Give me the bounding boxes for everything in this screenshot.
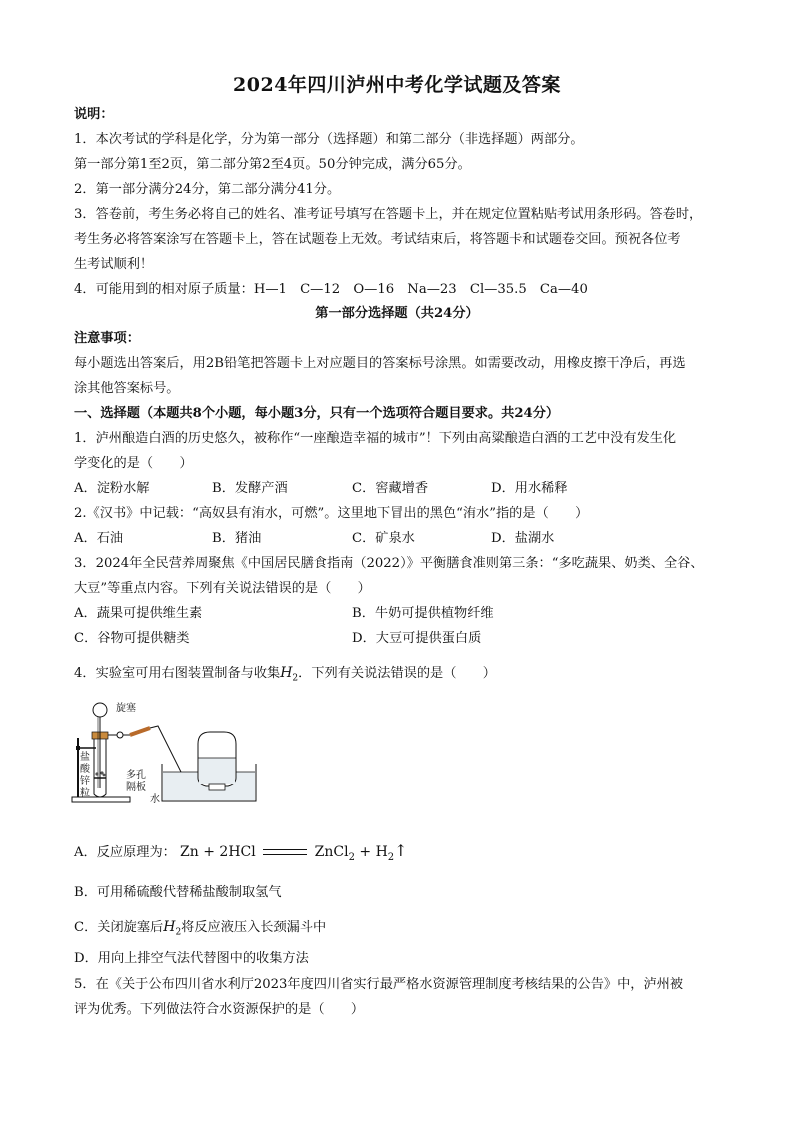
q5-stem-line-1: 5．在《关于公布四川省水利厅2023年度四川省实行最严格水资源管理制度考核结果的公告》中，泸州被 (74, 977, 684, 992)
q4-option-c (74, 918, 728, 942)
notes-heading: 注意事项： (74, 331, 140, 346)
long-neck-funnel (93, 703, 107, 717)
label-acid-2: 酸 (80, 764, 90, 775)
equation-sub-2: 2 (387, 851, 395, 863)
q1-option-a: A．淀粉水解 (74, 481, 150, 496)
q4-equation (180, 841, 408, 863)
label-water: 水 (150, 794, 160, 805)
intro-line-4b: 考生务必将答案涂写在答题卡上，答在试题卷上无效。考试结束后，将答题卡和试题卷交回。预祝各位考 (74, 232, 681, 247)
zinc-granule (95, 772, 98, 775)
q2-stem: 2.《汉书》中记载：“高奴县有洧水，可燃”。这里地下冒出的黑色“洧水”指的是（ ） (74, 506, 589, 521)
valve (117, 732, 123, 738)
q3-option-c: C．谷物可提供糖类 (74, 631, 190, 646)
q4-option-d: D．用向上排空气法代替图中的收集方法 (74, 951, 309, 966)
q3-stem-line-2: 大豆”等重点内容。下列有关说法错误的是（ ） (74, 581, 371, 596)
q1-option-d: D．用水稀释 (491, 481, 568, 496)
q4-option-c-sub: 2 (175, 927, 182, 938)
q1-option-b: B．发酵产酒 (212, 481, 288, 496)
label-zinc-1: 锌 (80, 776, 90, 787)
q2-option-a: A．石油 (74, 531, 124, 546)
q4-stem-post: ．下列有关说法错误的是（ ） (298, 666, 496, 681)
equation-left: Zn + 2HCl (180, 844, 256, 860)
q3-option-b: B．牛奶可提供植物纤维 (352, 606, 494, 621)
label-valve: 旋塞 (116, 703, 136, 714)
page-title: 2024年四川泸州中考化学试题及答案 (233, 74, 561, 96)
q4-option-c-h: H (163, 919, 176, 935)
q4-option-b: B．可用稀硫酸代替稀盐酸制取氢气 (74, 885, 282, 900)
q3-stem-line-1: 3．2024年全民营养周聚焦《中国居民膳食指南（2022）》平衡膳食准则第三条：“多吃蔬果、奶类、全谷、 (74, 556, 704, 571)
intro-line-2: 第一部分第1至2页，第二部分第2至4页。50分钟完成，满分65分。 (74, 157, 471, 172)
q3-option-a: A．蔬果可提供维生素 (74, 606, 203, 621)
label-zinc-2: 粒 (80, 788, 90, 799)
q4-stem-sub: 2 (292, 673, 299, 684)
q2-option-d: D．盐湖水 (491, 531, 555, 546)
q4-option-c-pre: C．关闭旋塞后 (74, 920, 164, 935)
rubber-tube (130, 728, 150, 735)
q3-option-d: D．大豆可提供蛋白质 (352, 631, 482, 646)
label-plate-2: 隔板 (126, 782, 146, 793)
q1-option-c: C．窖藏增香 (352, 481, 429, 496)
zinc-granule (103, 774, 106, 777)
label-acid-1: 盐 (80, 752, 90, 763)
q1-stem-line-2: 学变化的是（ ） (74, 456, 193, 471)
equation-plus-h: + H (354, 844, 388, 860)
equation-product-1: ZnCl (314, 844, 349, 860)
gas-arrow: ↑ (394, 841, 408, 860)
equation-equals (263, 849, 307, 855)
apparatus-figure (70, 698, 260, 808)
q4-stem (74, 664, 728, 688)
q4-stem-pre: 4．实验室可用右图装置制备与收集 (74, 666, 281, 681)
notes-line-1: 每小题选出答案后，用2B铅笔把答题卡上对应题目的答案标号涂黑。如需要改动，用橡皮擦干净后，再选 (74, 356, 686, 371)
part1-heading: 第一部分选择题（共24分） (315, 306, 479, 321)
intro-line-3: 2．第一部分满分24分，第二部分满分41分。 (74, 182, 341, 197)
q4-stem-h: H (280, 665, 293, 681)
q4-option-c-post: 将反应液压入长颈漏斗中 (181, 920, 327, 935)
intro-line-4a: 3．答卷前，考生务必将自己的姓名、准考证号填写在答题卡上，并在规定位置粘贴考试用条形码。答卷时， (74, 207, 703, 222)
q2-option-c: C．矿泉水 (352, 531, 415, 546)
q5-stem-line-2: 评为优秀。下列做法符合水资源保护的是（ ） (74, 1002, 365, 1017)
q1-stem-line-1: 1．泸州酿造白酒的历史悠久，被称作“一座酿造幸福的城市”！下列由高粱酿造白酒的工艺中没有发生化 (74, 431, 677, 446)
intro-line-4c: 生考试顺利！ (74, 257, 154, 272)
q2-option-b: B．猪油 (212, 531, 262, 546)
label-plate-1: 多孔 (126, 770, 146, 781)
notes-line-2: 涂其他答案标号。 (74, 381, 180, 396)
intro-heading: 说明： (74, 107, 114, 122)
q4-option-a-label: A．反应原理为： (74, 845, 176, 860)
section-heading: 一、选择题（本题共8个小题，每小题3分，只有一个选项符合题目要求。共24分） (74, 406, 560, 421)
equation-sub-1: 2 (348, 851, 355, 863)
q4-option-a (74, 842, 728, 867)
intro-line-5: 4．可能用到的相对原子质量：H—1 C—12 O—16 Na—23 Cl—35.5 Ca—40 (74, 282, 588, 297)
intro-line-1: 1．本次考试的学科是化学，分为第一部分（选择题）和第二部分（非选择题）两部分。 (74, 132, 584, 147)
